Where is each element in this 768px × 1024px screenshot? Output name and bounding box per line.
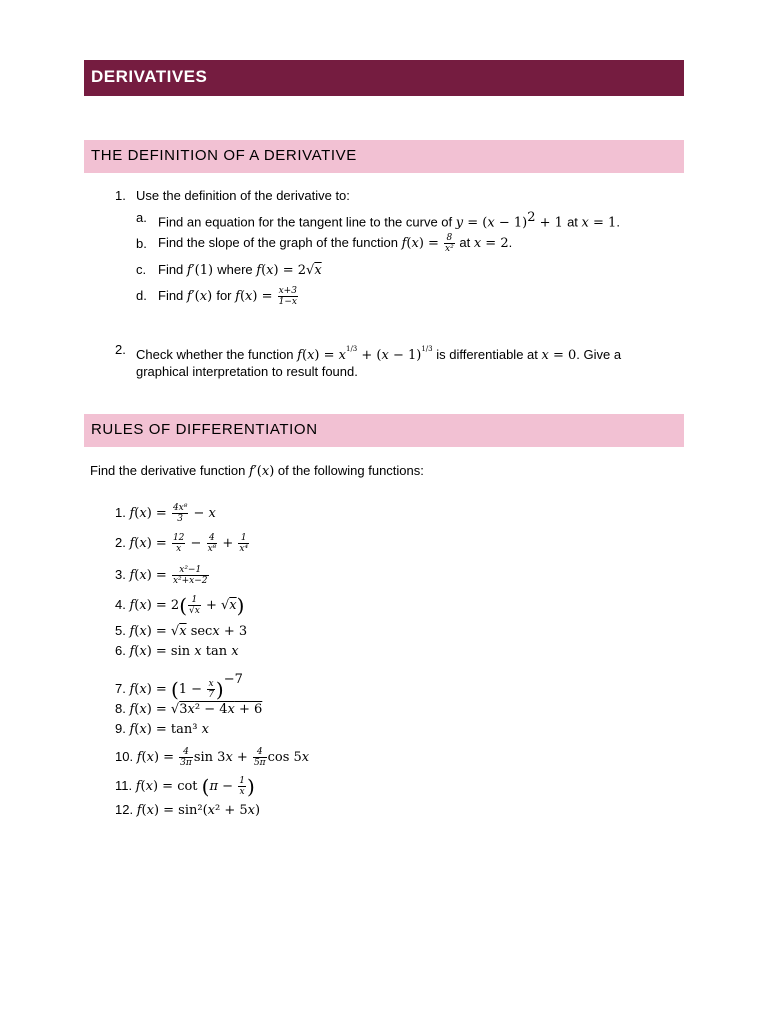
rule-item: 2. f(x) = $\frac{12}{x}$ − $\frac{4}{\text{x⁸}}$ + $\frac{1}{\text{x⁴}}$ (115, 533, 249, 554)
rule-number: 4. (115, 596, 126, 612)
question-number: 1. (115, 188, 126, 203)
question-2-lead: Check whether the function (136, 347, 294, 362)
subquestion-c-lead: Find (158, 262, 184, 277)
rule-number: 6. (115, 643, 126, 658)
subquestion-label: c. (136, 262, 147, 277)
rules-intro: Find the derivative function f′(x) of the following functions: (90, 463, 424, 479)
subquestion-d-lead: Find (158, 288, 184, 303)
math-fraction: $\frac{x+3}{1-x}$ (278, 286, 297, 308)
subquestion-b-end: . (508, 235, 513, 250)
rule-item: 5. f(x) = √x secx + 3 (115, 623, 248, 639)
rule-item: 9. f(x) = tan³ x (115, 721, 209, 737)
question-2-end: . Give a (576, 347, 622, 362)
rule-item: 8. f(x) = √3x² − 4x + 6 (115, 701, 263, 717)
subquestion-label: a. (136, 210, 147, 225)
page-title: DERIVATIVES (84, 60, 684, 96)
question-2-mid: is differentiable at (436, 347, 538, 362)
rule-number: 1. (115, 504, 126, 520)
math-expression: y (455, 215, 464, 231)
rule-number: 9. (115, 721, 126, 736)
rule-number: 11. (115, 777, 133, 793)
rule-item: 1. f(x) = $\frac{\text{4x⁸}}{3}$ − x (115, 503, 216, 524)
question-text: Use the definition of the derivative to: (136, 188, 350, 203)
subquestion-d: Find f′(x) for f(x) = $\frac{x+3}{1-x}$ (158, 286, 297, 308)
rule-item: 10. f(x) = $\frac{4}{3\pi}$ sin 3x + $\frac{4}{5\pi}$ cos 5x (115, 747, 310, 768)
rule-item: 11. f(x) = cot (π − $\frac{1}{x}$ ) (115, 774, 255, 799)
subquestion-label: d. (136, 288, 147, 303)
subquestion-b-lead: Find the slope of the graph of the function (158, 235, 398, 250)
question-number: 2. (115, 342, 126, 357)
rule-item: 4. f(x) = 2( $\frac{1}{√x}$ + √x) (115, 593, 245, 618)
subquestion-b: Find the slope of the graph of the function f(x) = $\frac{8}{\text{x²}}$ at x = 2. (158, 233, 513, 255)
rules-intro-end: of the following functions: (277, 463, 424, 478)
rule-number: 5. (115, 623, 126, 638)
subquestion-c-mid: where (217, 262, 253, 277)
rule-item: 3. f(x) = $\frac{\text{x²−1}}{\text{x²+x−2}}$ (115, 565, 208, 586)
rule-number: 7. (115, 681, 126, 696)
subquestion-d-mid: for (216, 288, 232, 303)
rule-number: 8. (115, 701, 126, 716)
subquestion-a-lead: Find an equation for the tangent line to the curve of (158, 214, 453, 230)
section-header-rules: RULES OF DIFFERENTIATION (84, 414, 684, 447)
rule-item: 7. f(x) = (1 − $\frac{x}{7}$ )$^{-7}$ (115, 672, 243, 702)
rules-intro-lead: Find the derivative function (90, 463, 246, 478)
rule-number: 2. (115, 534, 126, 550)
rule-item: 6. f(x) = sin x tan x (115, 643, 239, 659)
rule-item: 12. f(x) = sin²(x² + 5x) (115, 802, 261, 818)
subquestion-b-mid: at (459, 235, 471, 250)
question-2-line1: Check whether the function $f(x) = x^{1/3} + (x - 1)^{1/3}$ is differentiable at x = 0. Give a (136, 345, 622, 363)
rule-number: 12. (115, 802, 134, 817)
subquestion-a-end: . (616, 214, 620, 230)
rule-number: 10. (115, 748, 134, 764)
math-fraction: $\frac{8}{\text{x²}}$ (445, 233, 454, 255)
question-2-line2: graphical interpretation to result found. (136, 364, 358, 379)
subquestion-a: Find an equation for the tangent line to the curve of $y = (x - 1)^2 + 1$ at x = 1. (158, 210, 620, 231)
subquestion-c: Find f′(1) where f(x) = 2√x (158, 262, 322, 278)
subquestion-label: b. (136, 236, 147, 251)
section-header-definition: THE DEFINITION OF A DERIVATIVE (84, 140, 684, 173)
subquestion-a-mid: at (567, 214, 578, 230)
rule-number: 3. (115, 566, 126, 582)
